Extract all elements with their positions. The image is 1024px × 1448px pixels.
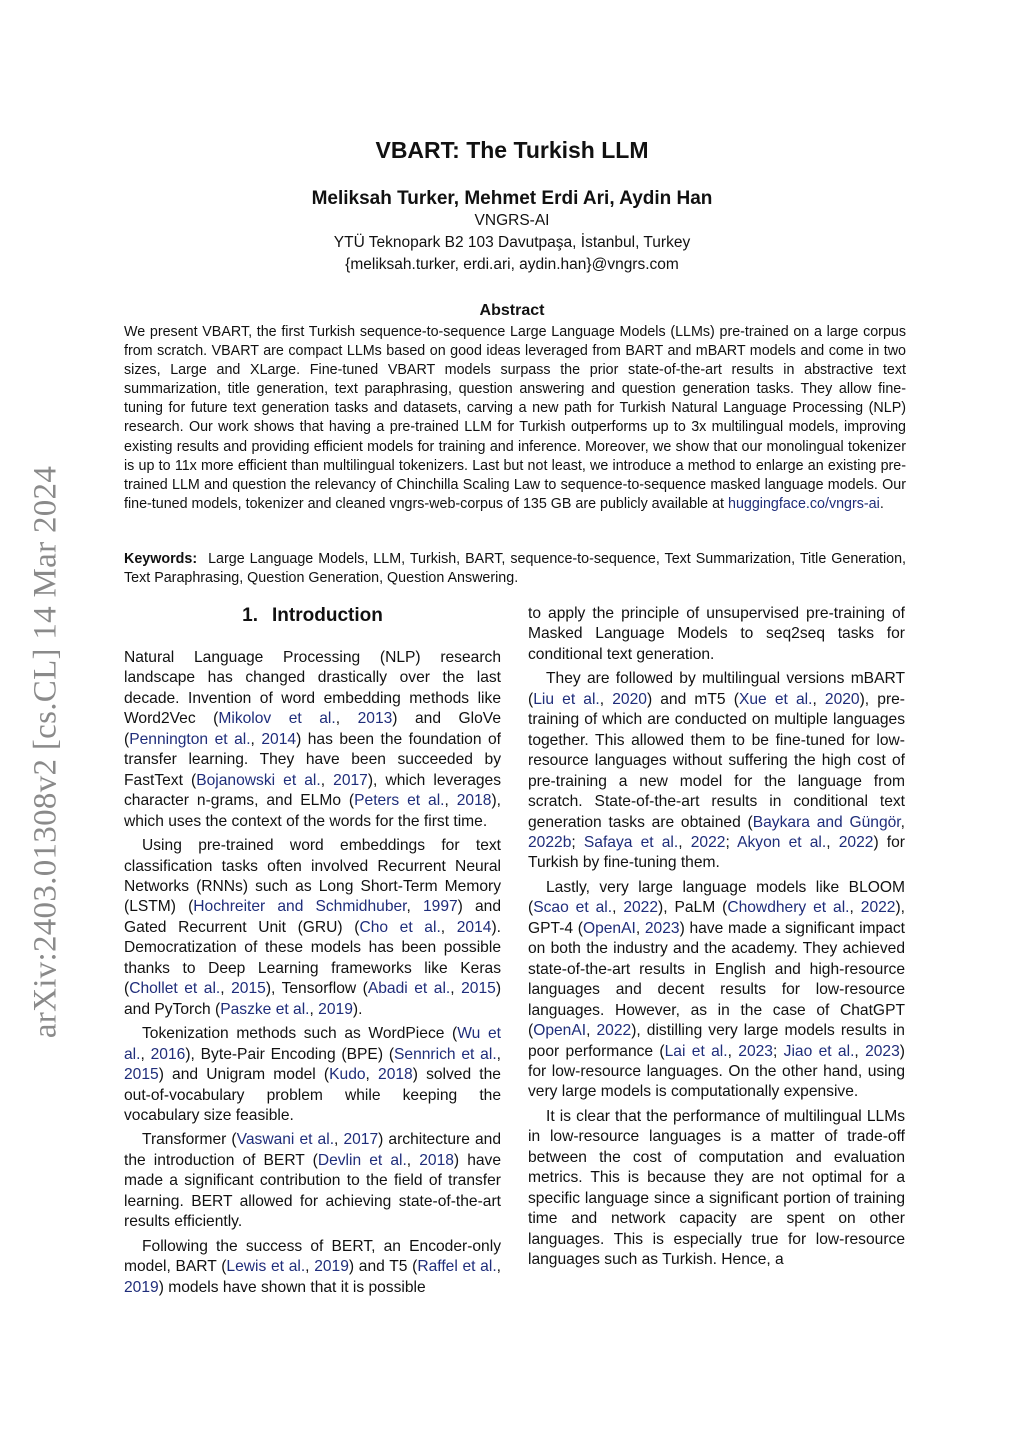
citation-link[interactable]: Abadi et al. [367, 980, 451, 998]
citation-link[interactable]: 2018 [419, 1151, 454, 1169]
paragraph-text: ) architecture and the introduction of BERT ( [124, 1131, 501, 1169]
citation-link[interactable]: 2015 [231, 980, 266, 998]
citation-link[interactable]: 2016 [150, 1045, 186, 1063]
paragraph-text: Using pre-trained word embeddings for text classification tasks often involved Recurrent Neural Networks (RNNs) such as Long Short-Term Memory (LSTM) ( [124, 837, 501, 916]
citation-link[interactable]: Mikolov et al. [218, 710, 336, 728]
paragraph-text: , [678, 833, 691, 851]
citation-link[interactable]: Wu et al. [124, 1025, 501, 1063]
paragraph-text: , [849, 899, 861, 917]
citation-link[interactable]: Scao et al. [533, 899, 613, 917]
paragraph-text: ; [571, 833, 584, 851]
citation-link[interactable]: 2019 [124, 1278, 159, 1296]
paragraph-text: , [335, 710, 358, 728]
paragraph-text: , [365, 1066, 379, 1084]
citation-link[interactable]: 2017 [343, 1131, 379, 1149]
paragraph-text: , [320, 771, 334, 789]
paragraph [528, 604, 905, 665]
abstract-heading: Abstract [479, 302, 545, 319]
citation-link[interactable]: Sennrich et al. [394, 1045, 497, 1063]
paragraph-text: ; [725, 833, 738, 851]
abstract-body [124, 323, 906, 514]
citation-link[interactable]: Chollet et al. [129, 980, 221, 998]
paragraph-text: , [854, 1042, 866, 1060]
author-emails: {meliksah.turker, erdi.ari, aydin.han}@vngrs.com [345, 256, 679, 273]
keywords-text: Large Language Models, LLM, Turkish, BART, sequence-to-sequence, Text Summarization, Title Generation, Text Paraphrasing, Question Generation, Question Answering. [124, 551, 906, 587]
citation-link[interactable]: 2020 [612, 690, 647, 708]
paragraph-text: , [140, 1045, 151, 1063]
citation-link[interactable]: 1997 [422, 898, 458, 916]
citation-link[interactable]: 2022 [623, 899, 659, 917]
right-paragraphs [528, 604, 905, 1271]
citation-link[interactable]: 2018 [456, 792, 492, 810]
citation-link[interactable]: Lewis et al. [226, 1258, 306, 1276]
paragraph-text: , [612, 899, 624, 917]
paragraph-text: ) and Gated Recurrent Unit (GRU) ( [124, 898, 502, 936]
citation-link[interactable]: 2015 [461, 980, 496, 998]
paragraph [124, 648, 501, 832]
citation-link[interactable]: 2019 [314, 1258, 349, 1276]
paragraph [124, 1130, 501, 1232]
citation-link[interactable]: Pennington et al. [129, 730, 251, 748]
arxiv-stamp[interactable]: arXiv:2403.01308v2 [cs.CL] 14 Mar 2024 [27, 465, 64, 1039]
paragraph-text: , [309, 1000, 319, 1018]
paragraph-text: ), PaLM ( [658, 899, 728, 917]
paragraph-text: , [305, 1258, 315, 1276]
left-column [124, 604, 501, 1302]
paragraph-text: ), Byte-Pair Encoding (BPE) ( [185, 1045, 395, 1063]
paragraph-text: Transformer ( [142, 1131, 237, 1149]
affiliation-org: VNGRS-AI [474, 212, 550, 229]
paragraph-text: , [220, 980, 232, 998]
citation-link[interactable]: Liu et al. [533, 690, 600, 708]
paragraph-text: ) have made a significant contribution to the field of transfer learning. BERT allowed for achieving state-of-the-art results efficiently. [124, 1151, 502, 1231]
paragraph-text: ) and GloVe ( [124, 710, 502, 748]
citation-link[interactable]: 2020 [824, 690, 860, 708]
citation-link[interactable]: 2022 [690, 833, 726, 851]
paragraph-text: ), GPT-4 ( [528, 899, 906, 937]
paper-title: VBART: The Turkish LLM [375, 137, 649, 163]
abstract-text: We present VBART, the first Turkish sequence-to-sequence Large Language Models (LLMs) pre-trained on a large corpus from scratch. VBART are compact LLMs based on good ideas leveraged from BART and mBART models and come in two sizes, Large and XLarge. Fine-tuned VBART models surpass the prior state-of-the-art results in abstractive text summarization, title generation, text paraphrasing, question answering and question generation tasks. They allow fine-tuning for future text generation tasks and datasets, carving a new path for Turkish Natural Language Processing (NLP) research. Our work shows that having a pre-trained LLM for Turkish outperforms up to 3x multilingual models, improving existing results and providing efficient models for training and inference. Moreover, we show that our monolingual tokenizer is up to 11x more efficient than multilingual tokenizers. Last but not least, we introduce a method to enlarge an existing pre-trained LLM and question the relevancy of Chinchilla Scaling Law to sequence-to-sequence masked language models. Our fine-tuned models, tokenizer and cleaned vngrs-web-corpus of 135 GB are publicly available at [124, 324, 906, 512]
affiliation-address: YTÜ Teknopark B2 103 Davutpaşa, İstanbul, Turkey [333, 234, 691, 251]
paragraph-text: , [586, 1022, 597, 1040]
citation-link[interactable]: Jiao et al. [783, 1042, 855, 1060]
citation-link[interactable]: Devlin et al. [317, 1151, 407, 1169]
citation-link[interactable]: 2023 [865, 1042, 900, 1060]
paragraph-text: , [900, 813, 905, 831]
citation-link[interactable]: Cho et al. [359, 918, 441, 936]
paragraph-text: ), which uses the context of the words for the first time. [124, 792, 501, 830]
section-title: Introduction [272, 605, 383, 626]
citation-link[interactable]: OpenAI [533, 1022, 587, 1040]
citation-link[interactable]: 2017 [333, 771, 368, 789]
author-list: Meliksah Turker, Mehmet Erdi Ari, Aydin Han [311, 188, 713, 209]
paragraph-text: Natural Language Processing (NLP) research landscape has changed drastically over the last decade. Invention of word embedding methods like Word2Vec ( [124, 649, 501, 728]
paragraph [528, 1107, 905, 1271]
paragraph-text: ; [772, 1042, 784, 1060]
section-heading [124, 604, 501, 628]
keywords [124, 550, 906, 588]
citation-link[interactable]: 2019 [318, 1000, 353, 1018]
paragraph-text: ) models have shown that it is possible [158, 1278, 426, 1296]
citation-link[interactable]: Lai et al. [664, 1042, 728, 1060]
paragraph-text: They are followed by multilingual versions mBART ( [528, 670, 905, 708]
paragraph-text: Lastly, very large language models like BLOOM ( [528, 878, 905, 917]
paragraph-text: , [406, 1151, 420, 1169]
paragraph-text: , [440, 918, 457, 936]
huggingface-link[interactable]: huggingface.co/vngrs-ai [728, 495, 880, 512]
citation-link[interactable]: Kudo [329, 1066, 366, 1084]
paragraph-text: ) for Turkish by fine-tuning them. [528, 833, 905, 872]
paragraph-text: ). Democratization of these models has been possible thanks to Deep Learning frameworks like Keras ( [124, 918, 501, 998]
paragraph [124, 1237, 501, 1298]
citation-link[interactable]: Paszke et al. [220, 1000, 310, 1018]
citation-link[interactable]: Hochreiter and Schmidhuber [193, 898, 407, 916]
citation-link[interactable]: Bojanowski et al. [196, 771, 321, 789]
citation-link[interactable]: 2022b [528, 833, 572, 851]
citation-link[interactable]: 2023 [644, 919, 680, 937]
paragraph-text: , [406, 898, 423, 916]
paragraph-text: Following the success of BERT, an Encoder-only model, BART ( [124, 1237, 501, 1276]
paragraph-text: ) for low-resource languages. On the other hand, using very large models is computationally expensive. [528, 1042, 905, 1101]
paragraph [528, 669, 905, 874]
citation-link[interactable]: Chowdhery et al. [727, 899, 850, 917]
citation-link[interactable]: 2013 [357, 710, 393, 728]
citation-link[interactable]: 2014 [456, 918, 492, 936]
paragraph-text: It is clear that the performance of multilingual LLMs in low-resource languages is a matter of trade-off between the cost of computation and evaluation metrics. This is because they are not optimal for a specific language since a significant portion of training time and network capacity are spent on other languages. This is especially true for low-resource languages such as Turkish. Hence, a [528, 1107, 905, 1269]
citation-link[interactable]: 2022 [596, 1022, 632, 1040]
paragraph-text: ), Tensorflow ( [265, 980, 368, 998]
citation-link[interactable]: OpenAI [582, 919, 636, 937]
citation-link[interactable]: Vaswani et al. [236, 1131, 335, 1149]
paragraph-text: ) have made a significant impact on both the industry and the academy. They achieved state-of-the-art results in English and high-resource languages and decent results for low-resource languages. However, as in the case of ChatGPT ( [528, 919, 905, 1040]
paragraph [124, 836, 501, 1020]
paragraph-text: , [826, 833, 839, 851]
citation-link[interactable]: Akyon et al. [737, 833, 827, 851]
section-number: 1. [242, 605, 259, 626]
citation-link[interactable]: 2023 [738, 1042, 773, 1060]
paragraph [528, 878, 905, 1103]
paragraph-text: ) and mT5 ( [646, 690, 739, 708]
paragraph-text: , [635, 919, 645, 937]
paragraph-text: , [496, 1258, 501, 1276]
paragraph-text: ) and PyTorch ( [124, 980, 502, 1018]
left-paragraphs [124, 648, 501, 1298]
abstract-end: . [879, 495, 884, 512]
paragraph-text: ). [352, 1000, 363, 1018]
paragraph-text: , [444, 792, 457, 810]
paragraph-text: , [812, 690, 825, 708]
citation-link[interactable]: 2018 [378, 1066, 413, 1084]
paragraph-text: ), pre-training of which are conducted on multiple languages together. This allowed them to be fine-tuned for low-resource languages without suffering the high cost of pre-training a new model for the language from scratch. State-of-the-art results in conditional text generation tasks are obtained ( [528, 690, 905, 831]
paragraph-text: , [727, 1042, 739, 1060]
paragraph-text: , [250, 730, 262, 748]
citation-link[interactable]: 2022 [838, 833, 874, 851]
citation-link[interactable]: Baykara and Güngör [752, 813, 901, 831]
paragraph-text: ) solved the out-of-vocabulary problem while keeping the vocabulary size feasible. [124, 1066, 501, 1124]
paragraph-text: , [334, 1131, 344, 1149]
citation-link[interactable]: Raffel et al. [417, 1258, 497, 1276]
citation-link[interactable]: Safaya et al. [583, 833, 679, 851]
paragraph-text: to apply the principle of unsupervised pre-training of Masked Language Models to seq2seq tasks for conditional text generation. [528, 605, 905, 663]
citation-link[interactable]: Peters et al. [354, 792, 445, 810]
paragraph-text: ), which leverages character n-grams, and ELMo ( [124, 771, 502, 810]
citation-link[interactable]: 2015 [124, 1066, 159, 1084]
paragraph [124, 1024, 501, 1126]
paragraph-text: ) has been the foundation of transfer learning. They have been succeeded by FastText ( [124, 730, 501, 789]
keywords-label: Keywords: [124, 551, 198, 567]
paragraph-text: Tokenization methods such as WordPiece ( [142, 1025, 458, 1043]
paragraph-text: ) and Unigram model ( [158, 1066, 330, 1084]
paragraph-text: ) and T5 ( [348, 1258, 418, 1276]
citation-link[interactable]: 2022 [860, 899, 896, 917]
paragraph-text: ), distilling very large models results in poor performance ( [528, 1022, 905, 1060]
paragraph-text: , [450, 980, 462, 998]
right-column [528, 604, 905, 1275]
citation-link[interactable]: Xue et al. [738, 690, 813, 708]
paragraph-text: , [599, 690, 613, 708]
paragraph-text: , [496, 1045, 501, 1063]
citation-link[interactable]: 2014 [261, 730, 297, 748]
